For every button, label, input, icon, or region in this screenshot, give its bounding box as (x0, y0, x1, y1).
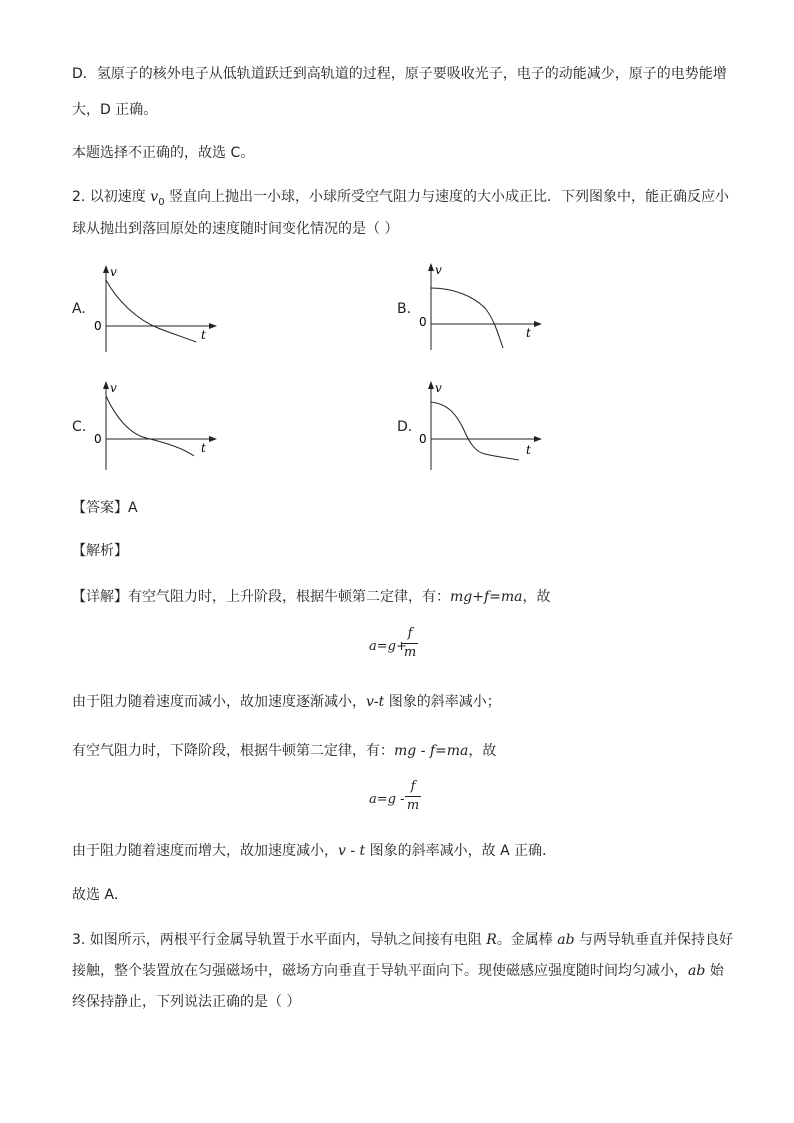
graph-c-t-label: t (201, 441, 206, 455)
graph-b-label: B. (397, 301, 412, 317)
question-2-line-2: 球从抛出到落回原处的速度随时间变化情况的是（ ） (72, 221, 399, 237)
paragraph-2: 有空气阻力时，下降阶段，根据牛顿第二定律，有：mg - f=ma，故 (72, 743, 497, 759)
graph-b-v-label: v (435, 263, 442, 277)
graph-b-zero: 0 (419, 315, 427, 329)
answer-tag: 【答案】 (72, 500, 128, 516)
graph-a (88, 262, 228, 358)
answer-line (72, 498, 138, 518)
graph-c-zero: 0 (94, 432, 102, 446)
graph-c-v-label: v (110, 381, 117, 395)
formula-1-lhs: a=g+ (369, 639, 407, 654)
option-d-line-2: 大，D 正确。 (72, 102, 158, 118)
graph-d (413, 378, 553, 474)
graph-a-t-label: t (201, 328, 206, 342)
graph-d-zero: 0 (419, 432, 427, 446)
graph-d-label: D. (397, 419, 413, 435)
question-3-line-3: 终保持静止，下列说法正确的是（ ） (72, 994, 301, 1010)
option-d-line-1: D．氢原子的核外电子从低轨道跃迁到高轨道的过程，原子要吸收光子，电子的动能减少，原子的电势能增 (72, 66, 727, 82)
choose-c-line: 本题选择不正确的，故选 C。 (72, 145, 255, 161)
graph-a-v-label: v (110, 265, 117, 279)
formula-2-fraction: f m (406, 779, 420, 813)
detail-line: 【详解】有空气阻力时，上升阶段，根据牛顿第二定律，有：mg+f=ma，故 (72, 589, 551, 605)
graph-d-v-label: v (435, 381, 442, 395)
paragraph-4: 故选 A． (72, 887, 129, 903)
question-2-line-1: 2. 以初速度 $v_0$ 竖直向上抛出一小球，小球所受空气阻力与速度的大小成正比．下列图象中，能正确反应小 (72, 189, 730, 208)
graph-b-t-label: t (526, 326, 531, 340)
graph-c (88, 378, 228, 474)
paragraph-3: 由于阻力随着速度而增大，故加速度减小，v - t 图象的斜率减小，故 A 正确． (72, 843, 557, 859)
graph-a-label: A. (72, 301, 86, 317)
question-3-line-1: 3. 如图所示，两根平行金属导轨置于水平面内，导轨之间接有电阻 R。金属棒 ab 与两导轨垂直并保持良好 (72, 932, 734, 948)
graph-a-zero: 0 (94, 319, 102, 333)
paragraph-1: 由于阻力随着速度而减小，故加速度逐渐减小，v-t 图象的斜率减小； (72, 694, 501, 710)
formula-2-lhs: a=g - (369, 792, 405, 807)
question-3-line-2: 接触，整个装置放在匀强磁场中，磁场方向垂直于导轨平面向下。现使磁感应强度随时间均匀减小，ab 始 (72, 963, 724, 979)
answer-value: A (128, 500, 138, 516)
analysis-heading: 【解析】 (72, 543, 128, 559)
graph-c-label: C. (72, 419, 87, 435)
formula-1-fraction: f m (403, 626, 417, 660)
graph-d-t-label: t (526, 443, 531, 457)
graph-b (413, 260, 553, 356)
